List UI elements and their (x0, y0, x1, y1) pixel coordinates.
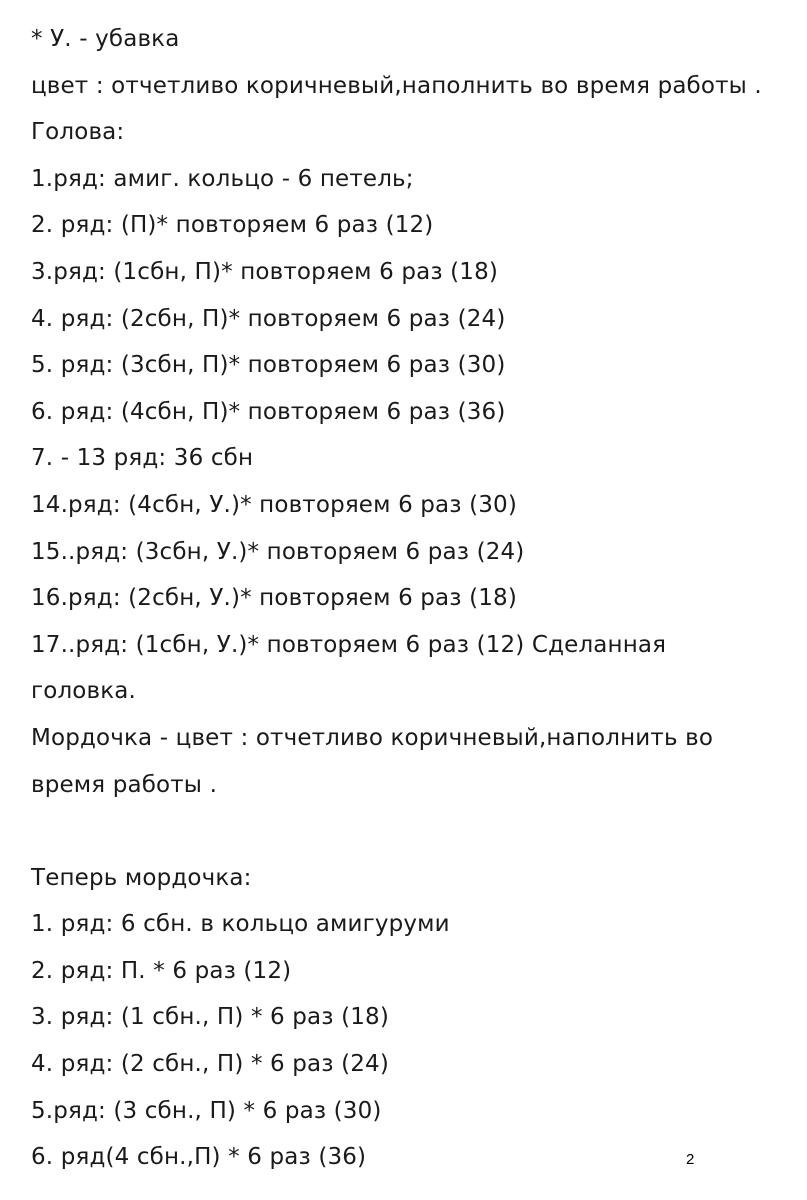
head-row-5: 5. ряд: (3сбн, П)* повторяем 6 раз (30) (31, 352, 506, 379)
muzzle-color-note-continued: время работы . (31, 771, 218, 798)
muzzle-row-6: 6. ряд(4 сбн.,П) * 6 раз (36) (31, 1144, 367, 1171)
section-heading-head: Голова: (31, 119, 125, 146)
section-heading-muzzle: Теперь мордочка: (31, 864, 252, 891)
head-row-6: 6. ряд: (4сбн, П)* повторяем 6 раз (36) (31, 398, 506, 425)
legend-line-decrease: * У. - убавка (31, 26, 180, 52)
head-row-3: 3.ряд: (1сбн, П)* повторяем 6 раз (18) (31, 258, 498, 285)
head-row-4: 4. ряд: (2сбн, П)* повторяем 6 раз (24) (31, 305, 506, 332)
head-row-15: 15..ряд: (3сбн, У.)* повторяем 6 раз (24) (31, 538, 525, 565)
head-row-14: 14.ряд: (4сбн, У.)* повторяем 6 раз (30) (31, 491, 517, 518)
head-row-2: 2. ряд: (П)* повторяем 6 раз (12) (31, 212, 434, 239)
head-row-16: 16.ряд: (2сбн, У.)* повторяем 6 раз (18) (31, 585, 517, 612)
head-rows-7-13: 7. - 13 ряд: 36 сбн (31, 445, 254, 472)
head-row-1: 1.ряд: амиг. кольцо - 6 петель; (31, 165, 414, 192)
muzzle-color-note: Мордочка - цвет : отчетливо коричневый,наполнить во (31, 724, 714, 751)
document-body (31, 16, 791, 1181)
head-row-17-continued: головка. (31, 678, 136, 705)
muzzle-row-2: 2. ряд: П. * 6 раз (12) (31, 957, 292, 984)
page-number: 2 (686, 1151, 695, 1168)
muzzle-row-4: 4. ряд: (2 сбн., П) * 6 раз (24) (31, 1051, 389, 1078)
muzzle-row-3: 3. ряд: (1 сбн., П) * 6 раз (18) (31, 1004, 389, 1031)
muzzle-row-5: 5.ряд: (3 сбн., П) * 6 раз (30) (31, 1097, 382, 1124)
blank-line (31, 808, 791, 855)
head-row-17: 17..ряд: (1сбн, У.)* повторяем 6 раз (12) Сделанная (31, 631, 667, 658)
muzzle-row-1: 1. ряд: 6 сбн. в кольцо амигуруми (31, 911, 450, 938)
head-color-note: цвет : отчетливо коричневый,наполнить во время работы . (31, 72, 762, 99)
